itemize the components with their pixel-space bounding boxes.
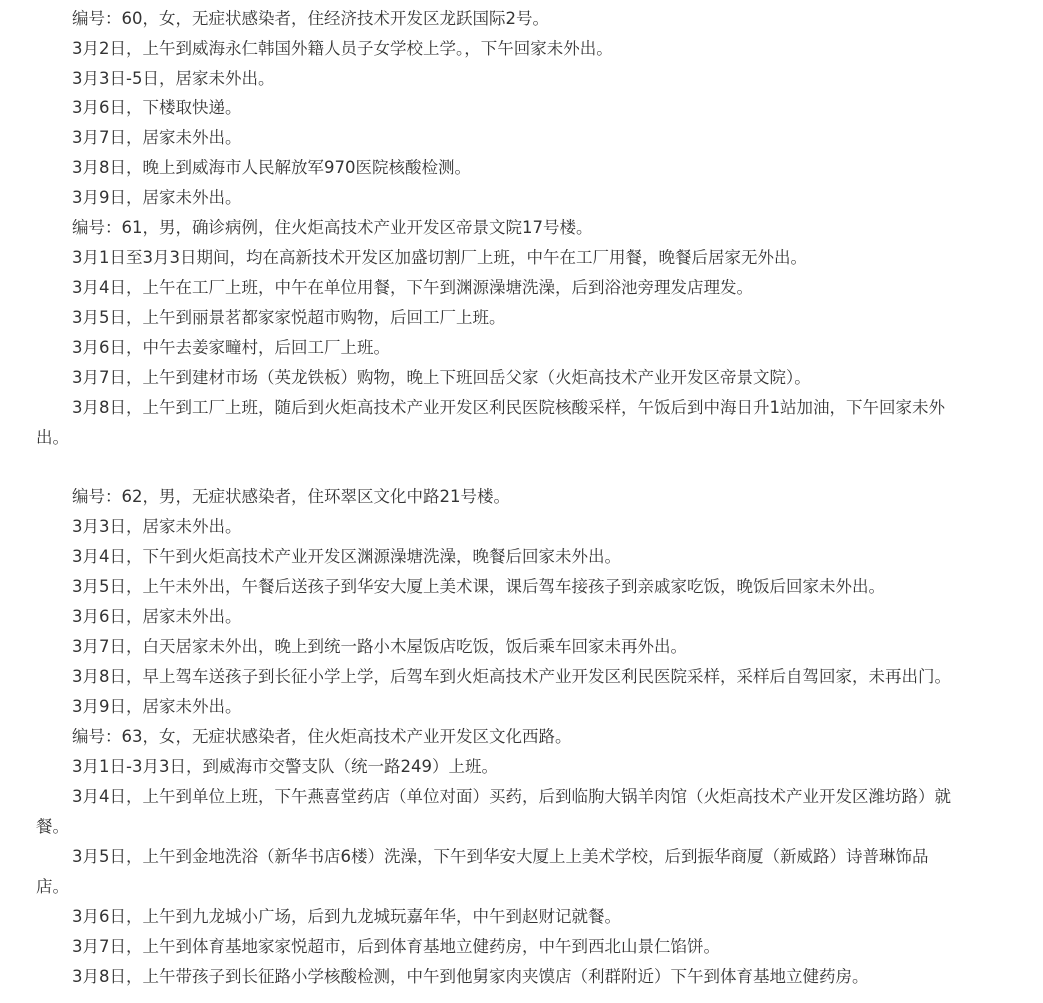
- case-63-entry-mar8: 3月8日，上午带孩子到长征路小学核酸检测，中午到他舅家肉夹馍店（利群附近）下午到体育基地立健药房。: [72, 967, 869, 986]
- case-60-entry-mar6: 3月6日，下楼取快递。: [72, 98, 242, 117]
- case-61-header: 编号：61，男，确诊病例，住火炬高技术产业开发区帝景文院17号楼。: [72, 218, 593, 237]
- case-61-entry-mar1-3: 3月1日至3月3日期间，均在高新技术开发区加盛切割厂上班，中午在工厂用餐，晚餐后居家无外出。: [72, 248, 807, 267]
- case-62-entry-mar3: 3月3日，居家未外出。: [72, 517, 242, 536]
- case-63-entry-mar7: 3月7日，上午到体育基地家家悦超市，后到体育基地立健药房，中午到西北山景仁馅饼。: [72, 937, 720, 956]
- case-61-entry-mar8-cont: 出。: [36, 428, 69, 447]
- case-62-entry-mar9: 3月9日，居家未外出。: [72, 697, 242, 716]
- case-62-entry-mar8: 3月8日，早上驾车送孩子到长征小学上学，后驾车到火炬高技术产业开发区利民医院采样，采样后自驾回家，未再出门。: [72, 667, 951, 686]
- case-63-entry-mar6: 3月6日，上午到九龙城小广场，后到九龙城玩嘉年华，中午到赵财记就餐。: [72, 907, 621, 926]
- case-63-entry-mar1-3: 3月1日-3月3日，到威海市交警支队（统一路249）上班。: [72, 757, 498, 776]
- case-60-entry-mar9: 3月9日，居家未外出。: [72, 188, 242, 207]
- case-60-entry-mar3-5: 3月3日-5日，居家未外出。: [72, 69, 275, 88]
- case-60-entry-mar8: 3月8日，晚上到威海市人民解放军970医院核酸检测。: [72, 158, 471, 177]
- case-61-entry-mar6: 3月6日，中午去姜家疃村，后回工厂上班。: [72, 338, 390, 357]
- case-62-header: 编号：62，男，无症状感染者，住环翠区文化中路21号楼。: [72, 487, 510, 506]
- case-61-entry-mar7: 3月7日，上午到建材市场（英龙铁板）购物，晚上下班回岳父家（火炬高技术产业开发区帝景文院）。: [72, 368, 811, 387]
- case-63-header: 编号：63，女，无症状感染者，住火炬高技术产业开发区文化西路。: [72, 727, 572, 746]
- case-63-entry-mar4-cont: 餐。: [36, 817, 69, 836]
- case-62-entry-mar5: 3月5日，上午未外出，午餐后送孩子到华安大厦上美术课，课后驾车接孩子到亲戚家吃饭，晚饭后回家未外出。: [72, 577, 885, 596]
- case-60-header: 编号：60，女，无症状感染者，住经济技术开发区龙跃国际2号。: [72, 9, 549, 28]
- case-61-entry-mar5: 3月5日，上午到丽景茗都家家悦超市购物，后回工厂上班。: [72, 308, 506, 327]
- case-61-entry-mar4: 3月4日，上午在工厂上班，中午在单位用餐，下午到渊源澡塘洗澡，后到浴池旁理发店理发。: [72, 278, 753, 297]
- case-61-entry-mar8: 3月8日，上午到工厂上班，随后到火炬高技术产业开发区利民医院核酸采样，午饭后到中海日升1站加油，下午回家未外: [72, 398, 945, 417]
- case-62-entry-mar7: 3月7日，白天居家未外出，晚上到统一路小木屋饭店吃饭，饭后乘车回家未再外出。: [72, 637, 687, 656]
- case-60-entry-mar2: 3月2日，上午到威海永仁韩国外籍人员子女学校上学。，下午回家未外出。: [72, 39, 613, 58]
- case-63-entry-mar4: 3月4日，上午到单位上班，下午燕喜堂药店（单位对面）买药，后到临朐大锅羊肉馆（火炬高技术产业开发区潍坊路）就: [72, 787, 951, 806]
- case-62-entry-mar6: 3月6日，居家未外出。: [72, 607, 242, 626]
- case-63-entry-mar5: 3月5日，上午到金地洗浴（新华书店6楼）洗澡，下午到华安大厦上上美术学校，后到振华商厦（新威路）诗普琳饰品: [72, 847, 929, 866]
- case-63-entry-mar5-cont: 店。: [36, 877, 69, 896]
- case-60-entry-mar7: 3月7日，居家未外出。: [72, 128, 242, 147]
- case-62-entry-mar4: 3月4日，下午到火炬高技术产业开发区渊源澡塘洗澡，晚餐后回家未外出。: [72, 547, 621, 566]
